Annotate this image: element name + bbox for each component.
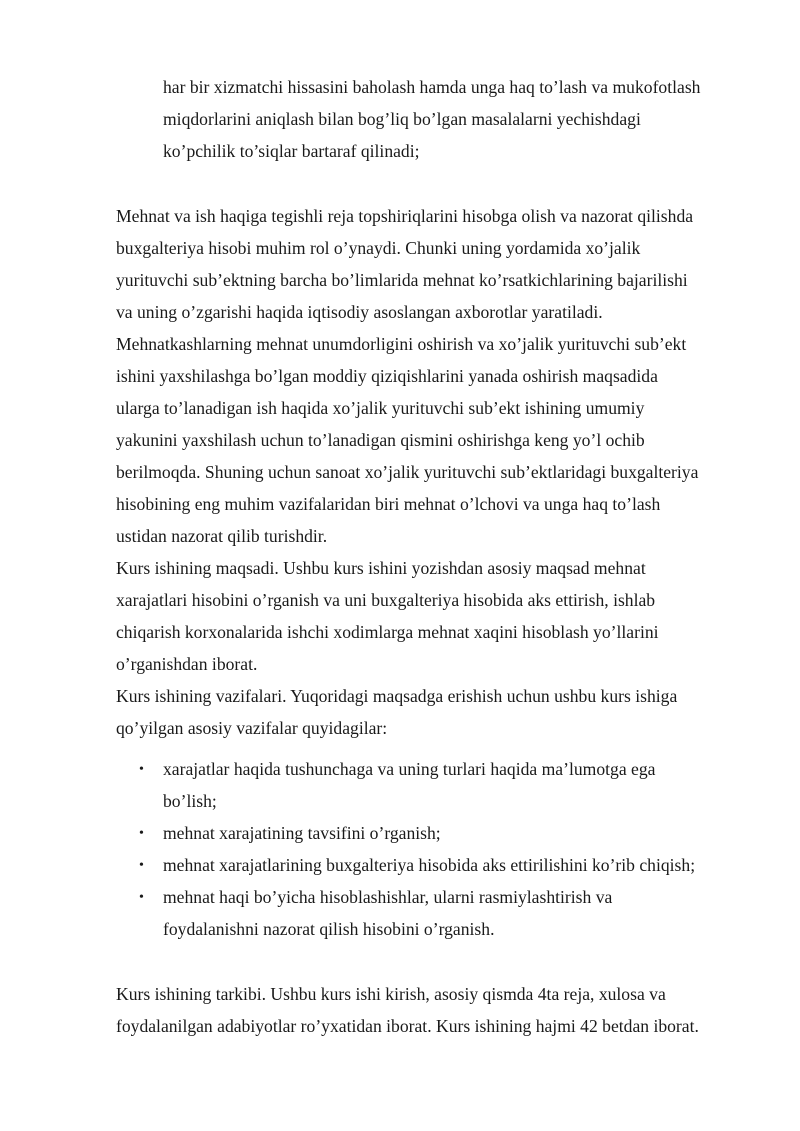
- bullet-icon: •: [139, 858, 144, 873]
- text-line: foydalanishni nazorat qilish hisobini o’rganish.: [163, 919, 495, 939]
- text-line: ularga to’lanadigan ish haqida xo’jalik yurituvchi sub’ekt ishining umumiy: [116, 398, 645, 418]
- text-line: miqdorlarini aniqlash bilan bog’liq bo’lgan masalalarni yechishdagi: [163, 109, 641, 129]
- text-line: berilmoqda. Shuning uchun sanoat xo’jalik yurituvchi sub’ektlaridagi buxgalteriya: [116, 462, 699, 482]
- text-line: mehnat xarajatlarining buxgalteriya hisobida aks ettirilishini ko’rib chiqish;: [163, 855, 696, 875]
- text-line: mehnat haqi bo’yicha hisoblashishlar, ularni rasmiylashtirish va: [163, 887, 613, 907]
- text-line: chiqarish korxonalarida ishchi xodimlarga mehnat xaqini hisoblash yo’llarini: [116, 622, 659, 642]
- text-line: Kurs ishining maqsadi. Ushbu kurs ishini yozishdan asosiy maqsad mehnat: [116, 558, 646, 578]
- text-line: foydalanilgan adabiyotlar ro’yxatidan iborat. Kurs ishining hajmi 42 betdan iborat.: [116, 1016, 699, 1036]
- text-line: Kurs ishining tarkibi. Ushbu kurs ishi kirish, asosiy qismda 4ta reja, xulosa va: [116, 984, 666, 1004]
- text-line: Kurs ishining vazifalari. Yuqoridagi maqsadga erishish uchun ushbu kurs ishiga: [116, 686, 678, 706]
- text-line: xarajatlar haqida tushunchaga va uning turlari haqida ma’lumotga ega: [163, 759, 656, 779]
- text-line: mehnat xarajatining tavsifini o’rganish;: [163, 823, 441, 843]
- text-line: Mehnat va ish haqiga tegishli reja topshiriqlarini hisobga olish va nazorat qilishda: [116, 206, 694, 226]
- text-line: yurituvchi sub’ektning barcha bo’limlarida mehnat ko’rsatkichlarining bajarilishi: [116, 270, 688, 290]
- text-line: hisobining eng muhim vazifalaridan biri mehnat o’lchovi va unga haq to’lash: [116, 494, 661, 514]
- bullet-icon: •: [139, 762, 144, 777]
- text-line: ishini yaxshilashga bo’lgan moddiy qiziqishlarini yanada oshirish maqsadida: [116, 366, 658, 386]
- text-line: ko’pchilik to’siqlar bartaraf qilinadi;: [163, 141, 420, 161]
- bullet-icon: •: [139, 890, 144, 905]
- bullet-icon: •: [139, 826, 144, 841]
- text-line: xarajatlari hisobini o’rganish va uni buxgalteriya hisobida aks ettirish, ishlab: [116, 590, 656, 610]
- text-line: Mehnatkashlarning mehnat unumdorligini oshirish va xo’jalik yurituvchi sub’ekt: [116, 334, 687, 354]
- text-line: buxgalteriya hisobi muhim rol o’ynaydi. Chunki uning yordamida xo’jalik: [116, 238, 641, 258]
- text-line: ustidan nazorat qilib turishdir.: [116, 526, 328, 546]
- text-line: har bir xizmatchi hissasini baholash hamda unga haq to’lash va mukofotlash: [163, 77, 701, 97]
- text-line: qo’yilgan asosiy vazifalar quyidagilar:: [116, 718, 388, 738]
- text-line: va uning o’zgarishi haqida iqtisodiy asoslangan axborotlar yaratiladi.: [116, 302, 603, 322]
- text-line: yakunini yaxshilash uchun to’lanadigan qismini oshirishga keng yo’l ochib: [116, 430, 645, 450]
- text-line: o’rganishdan iborat.: [116, 654, 258, 674]
- text-line: bo’lish;: [163, 791, 217, 811]
